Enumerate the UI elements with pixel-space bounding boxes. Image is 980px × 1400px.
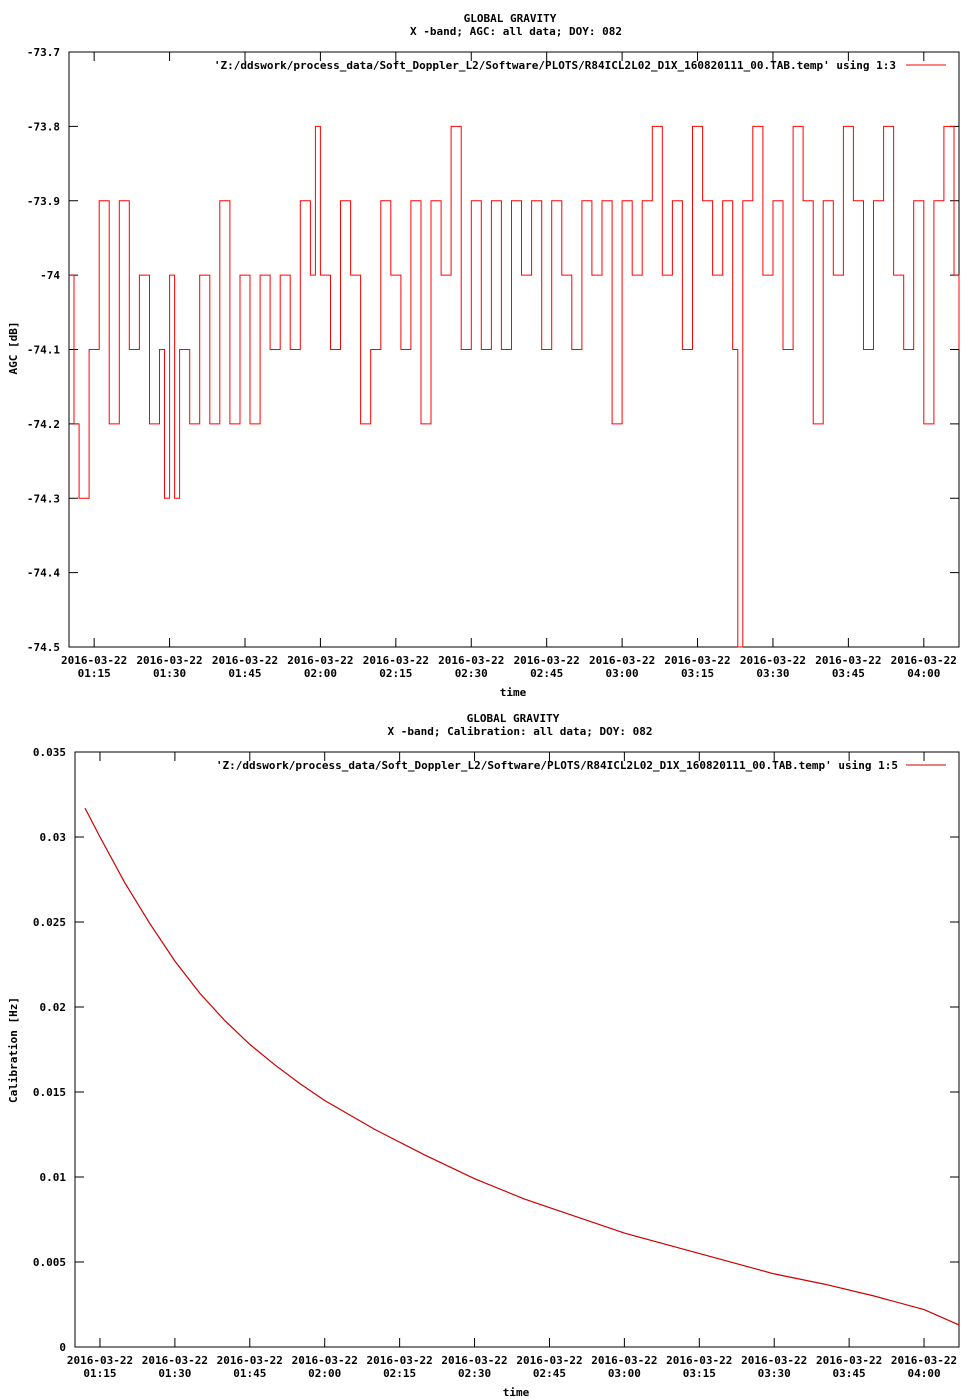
chart1-x-tick-date: 2016-03-22 [61,654,128,667]
chart2-y-tick-label: 0.025 [32,916,66,929]
chart1-x-tick-time: 01:45 [228,667,262,680]
chart1-x-tick-time: 03:15 [680,667,715,680]
chart1-title-line2: X -band; AGC: all data; DOY: 082 [410,25,622,38]
chart2-x-tick-date: 2016-03-22 [591,1354,658,1367]
chart2-x-tick-time: 03:30 [757,1367,791,1380]
chart1-x-tick-time: 02:15 [379,667,413,680]
chart1-x-tick-time: 04:00 [907,667,941,680]
chart1-x-tick-date: 2016-03-22 [815,654,882,667]
chart1-title-line1: GLOBAL GRAVITY [463,12,557,25]
chart2-x-tick-date: 2016-03-22 [441,1354,508,1367]
chart2-y-tick-label: 0.005 [32,1256,66,1269]
chart2-x-tick-time: 04:00 [907,1367,941,1380]
chart1-x-tick-time: 01:30 [153,667,187,680]
chart2-x-tick-time: 03:45 [832,1367,866,1380]
chart2-x-tick-date: 2016-03-22 [816,1354,883,1367]
chart1-x-tick-date: 2016-03-22 [287,654,354,667]
chart2-x-tick-date: 2016-03-22 [366,1354,433,1367]
chart1-series-line [69,126,959,647]
chart2-y-tick-label: 0.01 [39,1171,66,1184]
chart1-y-tick-label: -74.5 [26,641,60,654]
chart2-x-tick-date: 2016-03-22 [291,1354,358,1367]
chart1-legend-label: 'Z:/ddswork/process_data/Soft_Doppler_L2/Software/PLOTS/R84ICL2L02_D1X_160820111_00.TAB.temp' using 1:3 [213,59,896,72]
chart1-x-tick-time: 02:00 [303,667,337,680]
chart2-y-tick-label: 0.03 [39,831,66,844]
chart1-x-tick-date: 2016-03-22 [438,654,505,667]
chart2-x-tick-time: 03:15 [682,1367,716,1380]
chart2-plot-border [75,752,959,1347]
chart1-y-tick-label: -73.8 [26,120,60,134]
chart1-x-tick-time: 02:30 [454,667,488,680]
chart1-x-tick-time: 03:45 [831,667,865,680]
chart1-y-tick-label: -74.3 [26,492,60,506]
chart1-x-tick-time: 01:15 [77,667,111,680]
chart2-x-tick-date: 2016-03-22 [141,1354,209,1367]
chart1-y-tick-label: -74.1 [26,343,60,357]
chart1-x-tick-time: 02:45 [530,667,564,680]
chart1-x-tick-date: 2016-03-22 [136,654,203,667]
chart2-x-tick-time: 01:45 [233,1367,267,1380]
chart2-y-tick-label: 0.035 [32,746,66,759]
chart1-y-tick-label: -74.2 [26,417,60,431]
chart1-x-tick-date: 2016-03-22 [739,654,807,667]
chart1-y-tick-label: -73.7 [26,46,60,59]
chart2-x-tick-time: 02:45 [532,1367,567,1380]
chart2-x-tick-time: 03:00 [607,1367,641,1380]
chart2-x-tick-date: 2016-03-22 [666,1354,733,1367]
chart2-y-tick-label: 0 [59,1341,66,1354]
chart2-x-tick-date: 2016-03-22 [741,1354,808,1367]
chart2-y-axis-label: Calibration [Hz] [7,997,20,1103]
chart1-x-tick-date: 2016-03-22 [362,654,429,667]
chart2-legend-label: 'Z:/ddswork/process_data/Soft_Doppler_L2/Software/PLOTS/R84ICL2L02_D1X_160820111_00.TAB.temp' using 1:5 [215,759,898,772]
chart1-x-tick-time: 03:30 [756,667,790,680]
chart2-x-tick-date: 2016-03-22 [516,1354,583,1367]
chart2-title-line2: X -band; Calibration: all data; DOY: 082 [387,725,653,738]
chart2-x-tick-time: 02:15 [383,1367,417,1380]
chart1-plot-border [69,52,959,647]
chart1-y-tick-label: -74.4 [26,566,60,580]
chart1-x-axis-label: time [499,686,527,699]
chart1-y-tick-label: -74 [40,269,60,283]
chart2-x-tick-date: 2016-03-22 [216,1354,283,1367]
chart2-title-line1: GLOBAL GRAVITY [466,712,560,725]
chart2-x-tick-time: 01:15 [83,1367,117,1380]
chart2-x-tick-time: 02:30 [457,1367,492,1380]
chart1-y-axis-label: AGC [dB] [7,321,20,375]
chart2-x-axis-label: time [502,1386,530,1399]
chart1-x-tick-date: 2016-03-22 [513,654,580,667]
chart1-x-tick-time: 03:00 [605,667,639,680]
chart2-x-tick-time: 02:00 [308,1367,342,1380]
chart2-y-tick-label: 0.02 [39,1001,66,1014]
chart2-x-tick-date: 2016-03-22 [890,1354,958,1367]
chart2-x-tick-date: 2016-03-22 [66,1354,134,1367]
chart1-x-tick-date: 2016-03-22 [890,654,957,667]
chart1-x-tick-date: 2016-03-22 [211,654,279,667]
chart2-x-tick-time: 01:30 [158,1367,192,1380]
chart2-series-line [85,808,959,1325]
chart2-y-tick-label: 0.015 [32,1086,66,1099]
chart1-x-tick-date: 2016-03-22 [588,654,656,667]
chart1-y-tick-label: -73.9 [26,194,60,208]
chart1-x-tick-date: 2016-03-22 [664,654,731,667]
